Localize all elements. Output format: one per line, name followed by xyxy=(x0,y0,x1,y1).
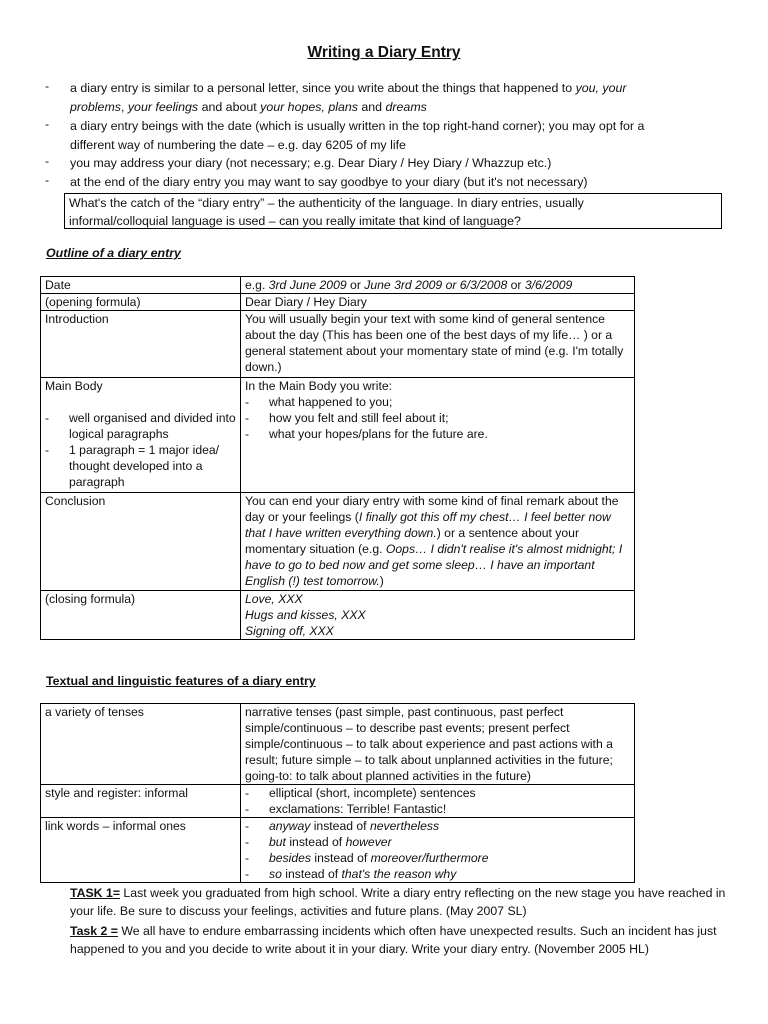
features-table xyxy=(40,703,635,883)
table-cell: You will usually begin your text with some kind of general sentence about the day (This has been one of the best days of my life… ) or a general statement about your momentary state of mind (e.g. I'm totally down.) xyxy=(241,311,635,378)
table-cell: In the Main Body you write: - what happened to you; - how you felt and still feel about it; - what your hopes/plans for the future are. xyxy=(241,378,635,493)
page-title: Writing a Diary Entry xyxy=(307,44,461,61)
table-cell: Conclusion xyxy=(41,493,241,591)
table-row xyxy=(41,818,635,883)
table-cell: Love, XXX Hugs and kisses, XXX Signing off, XXX xyxy=(241,591,635,640)
catch-box: What's the catch of the “diary entry” – the authenticity of the language. In diary entries, usually informal/colloquial language is used – can you really imitate that kind of language? xyxy=(64,193,722,229)
table-cell: a variety of tenses xyxy=(41,704,241,785)
task-1: TASK 1= Last week you graduated from high school. Write a diary entry reflecting on the new stage you have reached in your life. Be sure to discuss your feelings, activities and future plans. (May 2007 SL) xyxy=(70,886,726,918)
intro-bullet-3: - you may address your diary (not necessary; e.g. Dear Diary / Hey Diary / Whazzup etc.) xyxy=(45,154,552,170)
table-cell: narrative tenses (past simple, past continuous, past perfect simple/continuous – to describe past events; present perfect simple/continuous – to talk about experience and past actions with a result; future simple – to talk about unplanned activities in the future; going-to: to talk about planned activities in the future) xyxy=(241,704,635,785)
table-cell: Dear Diary / Hey Diary xyxy=(241,294,635,311)
table-row xyxy=(41,378,635,493)
intro-bullet-2: - a diary entry beings with the date (which is usually written in the top right-hand corner); you may opt for a different way of numbering the date – e.g. day 6205 of my life xyxy=(45,117,645,152)
table-cell: (opening formula) xyxy=(41,294,241,311)
table-row xyxy=(41,785,635,818)
table-row xyxy=(41,294,635,311)
table-row xyxy=(41,591,635,640)
outline-table xyxy=(40,276,635,640)
table-cell: Introduction xyxy=(41,311,241,378)
table-row xyxy=(41,493,635,591)
table-row xyxy=(41,277,635,294)
intro-bullet-4: - at the end of the diary entry you may want to say goodbye to your diary (but it's not necessary) xyxy=(45,173,588,189)
table-cell: Main Body - well organised and divided into logical paragraphs - 1 paragraph = 1 major idea/ thought developed into a paragraph xyxy=(41,378,241,493)
task-2: Task 2 = We all have to endure embarrassing incidents which often have unexpected results. Such an incident has just happened to you and you decide to write about it in your diary. Write your diary entry. (November 2005 HL) xyxy=(70,924,717,956)
table-cell: e.g. 3rd June 2009 or June 3rd 2009 or 6/3/2008 or 3/6/2009 xyxy=(241,277,635,294)
table-cell: - anyway instead of nevertheless - but instead of however - besides instead of moreover/furthermore - so instead of that's the reason why xyxy=(241,818,635,883)
table-row xyxy=(41,311,635,378)
table-cell: Date xyxy=(41,277,241,294)
intro-bullet-1: - a diary entry is similar to a personal letter, since you write about the things that happened to you, your problems, your feelings and about your hopes, plans and dreams xyxy=(45,79,627,114)
table-cell: link words – informal ones xyxy=(41,818,241,883)
table-cell: You can end your diary entry with some kind of final remark about the day or your feelings (I finally got this off my chest… I feel better now that I have written everything down.) or a sentence about your momentary situation (e.g. Oops… I didn't realise it's almost midnight; I have to go to bed now and get some sleep… I have an important English (!) test tomorrow.) xyxy=(241,493,635,591)
table-cell: (closing formula) xyxy=(41,591,241,640)
table-row xyxy=(41,704,635,785)
table-cell: - elliptical (short, incomplete) sentences - exclamations: Terrible! Fantastic! xyxy=(241,785,635,818)
features-heading: Textual and linguistic features of a diary entry xyxy=(46,674,316,688)
table-cell: style and register: informal xyxy=(41,785,241,818)
outline-heading: Outline of a diary entry xyxy=(46,246,181,260)
